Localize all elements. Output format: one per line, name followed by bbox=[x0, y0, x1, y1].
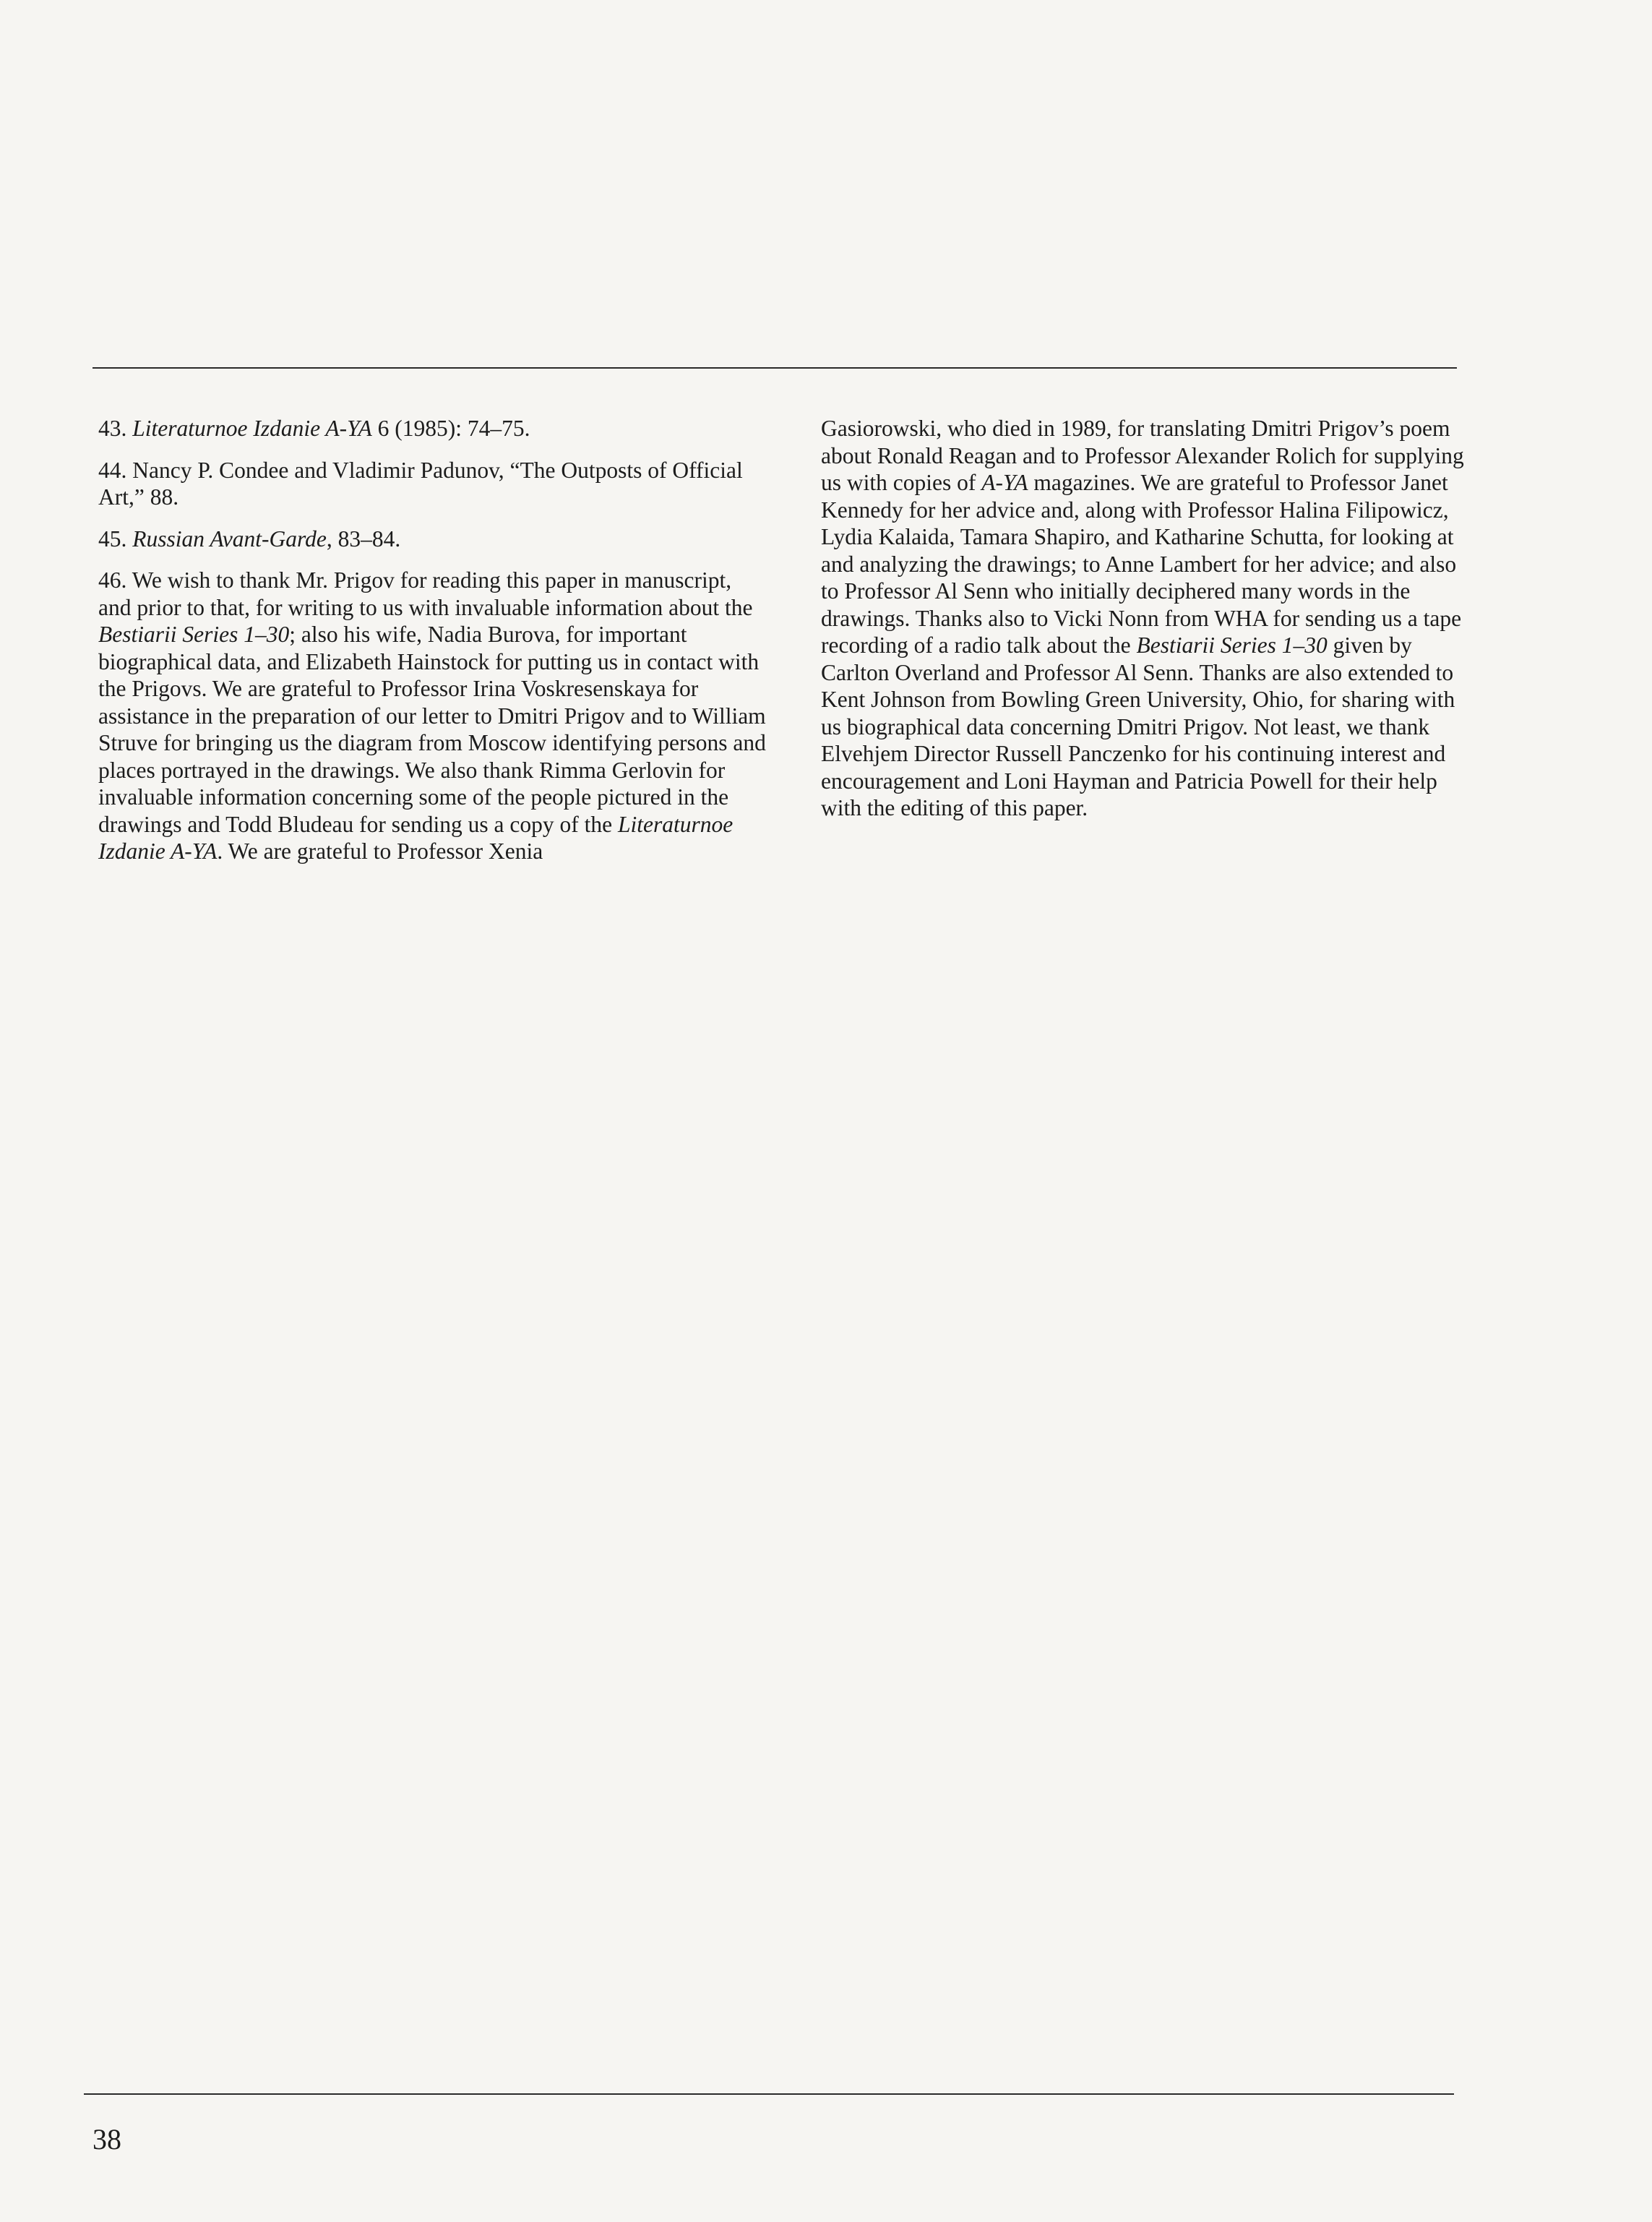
note-43-number: 43. bbox=[98, 416, 127, 441]
note-43-title: Literaturnoe Izdanie A-YA bbox=[132, 416, 372, 441]
note-43 bbox=[98, 415, 766, 442]
note-45-number: 45. bbox=[98, 526, 127, 552]
top-rule bbox=[93, 367, 1457, 369]
note-45-title: Russian Avant-Garde bbox=[132, 526, 327, 552]
note-44-number: 44. bbox=[98, 457, 127, 483]
note-43-citation: 6 (1985): 74–75. bbox=[371, 416, 530, 441]
continuation-text-2: magazines. We are grateful to Professor Janet Kennedy for her advice and, along with Professor Halina Filipowicz, Lydia Kalaida, Tamara Shapiro, and Katharine Schutta, for looking at and analyzing the drawings; to Anne Lambert for her advice; and also to Professor Al Senn who initially deciphered many words in the drawings. Thanks also to Vicki Nonn from WHA for sending us a tape recording of a radio talk about the bbox=[821, 470, 1462, 658]
continuation-italic-1: A-YA bbox=[981, 470, 1028, 495]
note-45 bbox=[98, 526, 766, 553]
note-46-text-1: We wish to thank Mr. Prigov for reading this paper in manuscript, and prior to that, for writing to us with invaluable information about the bbox=[98, 567, 753, 620]
page-number: 38 bbox=[93, 2123, 121, 2155]
note-45-citation: , 83–84. bbox=[326, 526, 401, 552]
note-46-italic-1: Bestiarii Series 1–30 bbox=[98, 622, 290, 647]
note-46-text-3: . We are grateful to Professor Xenia bbox=[217, 838, 543, 864]
note-46-number: 46. bbox=[98, 567, 127, 593]
continuation-italic-2: Bestiarii Series 1–30 bbox=[1136, 632, 1328, 658]
notes-column-left bbox=[98, 415, 766, 865]
bottom-rule bbox=[84, 2093, 1454, 2095]
note-46-italic-2: Literaturnoe Izdanie A-YA bbox=[98, 811, 733, 864]
note-44-text: Nancy P. Condee and Vladimir Padunov, “The Outposts of Official Art,” 88. bbox=[98, 457, 743, 510]
note-46-text-2: ; also his wife, Nadia Burova, for important biographical data, and Elizabeth Hainstock for putting us in contact with the Prigovs. We are grateful to Professor Irina Voskresenskaya for assistance in the preparation of our letter to Dmitri Prigov and to William Struve for bringing us the diagram from Moscow identifying persons and places portrayed in the drawings. We also thank Rimma Gerlovin for invaluable information concerning some of the people pictured in the drawings and Todd Bludeau for sending us a copy of the bbox=[98, 622, 766, 837]
note-46 bbox=[98, 567, 766, 865]
notes-column-right bbox=[821, 415, 1471, 822]
continuation-text-1: Gasiorowski, who died in 1989, for translating Dmitri Prigov’s poem about Ronald Reagan and to Professor Alexander Rolich for supplying us with copies of bbox=[821, 416, 1464, 495]
note-44 bbox=[98, 457, 766, 511]
note-46-continuation bbox=[821, 415, 1471, 822]
continuation-text-3: given by Carlton Overland and Professor Al Senn. Thanks are also extended to Kent Johnson from Bowling Green University, Ohio, for sharing with us biographical data concerning Dmitri Prigov. Not least, we thank Elvehjem Director Russell Panczenko for his continuing interest and encouragement and Loni Hayman and Patricia Powell for their help with the editing of this paper. bbox=[821, 632, 1455, 820]
